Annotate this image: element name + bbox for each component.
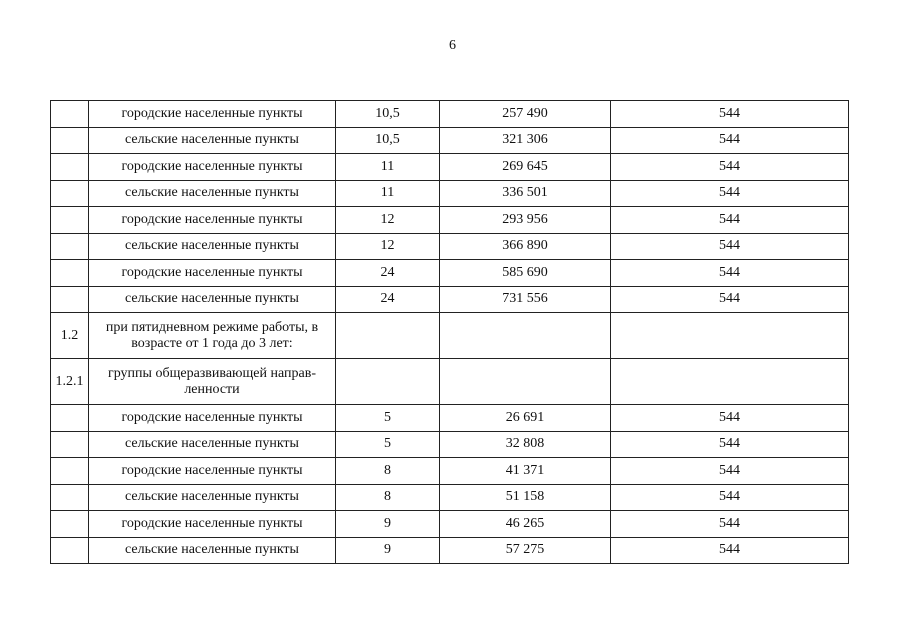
row-cost: 366 890 bbox=[440, 233, 611, 260]
row-hours: 24 bbox=[336, 286, 440, 313]
row-cost: 269 645 bbox=[440, 154, 611, 181]
row-name: сельские населенные пункты bbox=[89, 286, 336, 313]
row-code: 544 bbox=[611, 260, 849, 287]
table-row bbox=[51, 154, 849, 181]
row-name: городские населенные пункты bbox=[89, 405, 336, 432]
row-hours: 11 bbox=[336, 154, 440, 181]
row-hours: 10,5 bbox=[336, 101, 440, 128]
row-hours: 12 bbox=[336, 233, 440, 260]
row-cost bbox=[440, 359, 611, 405]
row-name: сельские населенные пункты bbox=[89, 180, 336, 207]
row-cost: 32 808 bbox=[440, 431, 611, 458]
table-row bbox=[51, 127, 849, 154]
row-code: 544 bbox=[611, 458, 849, 485]
table-row bbox=[51, 431, 849, 458]
row-cost bbox=[440, 313, 611, 359]
row-hours: 11 bbox=[336, 180, 440, 207]
row-hours bbox=[336, 359, 440, 405]
row-name: городские населенные пункты bbox=[89, 101, 336, 128]
table-row bbox=[51, 180, 849, 207]
row-code: 544 bbox=[611, 180, 849, 207]
row-cost: 41 371 bbox=[440, 458, 611, 485]
row-name: сельские населенные пункты bbox=[89, 127, 336, 154]
row-cost: 57 275 bbox=[440, 537, 611, 564]
row-cost: 46 265 bbox=[440, 511, 611, 538]
row-name: сельские населенные пункты bbox=[89, 233, 336, 260]
table-row bbox=[51, 511, 849, 538]
row-number bbox=[51, 101, 89, 128]
row-number bbox=[51, 458, 89, 485]
row-cost: 257 490 bbox=[440, 101, 611, 128]
row-code: 544 bbox=[611, 431, 849, 458]
row-name: сельские населенные пункты bbox=[89, 431, 336, 458]
row-number bbox=[51, 431, 89, 458]
row-name: группы общеразвивающей направ-ленности bbox=[89, 359, 336, 405]
row-name: городские населенные пункты bbox=[89, 458, 336, 485]
row-hours: 9 bbox=[336, 537, 440, 564]
row-code: 544 bbox=[611, 154, 849, 181]
row-hours: 12 bbox=[336, 207, 440, 234]
row-number bbox=[51, 207, 89, 234]
row-cost: 293 956 bbox=[440, 207, 611, 234]
row-code: 544 bbox=[611, 207, 849, 234]
table-row-section bbox=[51, 359, 849, 405]
row-code: 544 bbox=[611, 286, 849, 313]
row-cost: 26 691 bbox=[440, 405, 611, 432]
row-code: 544 bbox=[611, 101, 849, 128]
table-row bbox=[51, 233, 849, 260]
row-cost: 585 690 bbox=[440, 260, 611, 287]
row-code bbox=[611, 359, 849, 405]
row-number bbox=[51, 260, 89, 287]
table-row bbox=[51, 286, 849, 313]
row-number bbox=[51, 405, 89, 432]
row-number bbox=[51, 286, 89, 313]
page-number: 6 bbox=[449, 38, 456, 53]
row-cost: 731 556 bbox=[440, 286, 611, 313]
row-hours: 5 bbox=[336, 431, 440, 458]
row-name: городские населенные пункты bbox=[89, 154, 336, 181]
table-row bbox=[51, 458, 849, 485]
row-code: 544 bbox=[611, 511, 849, 538]
row-code: 544 bbox=[611, 405, 849, 432]
table-row bbox=[51, 405, 849, 432]
data-table bbox=[50, 100, 849, 564]
row-number bbox=[51, 511, 89, 538]
row-number bbox=[51, 537, 89, 564]
row-number bbox=[51, 484, 89, 511]
row-name: сельские населенные пункты bbox=[89, 537, 336, 564]
row-hours: 8 bbox=[336, 458, 440, 485]
row-hours: 10,5 bbox=[336, 127, 440, 154]
row-code: 544 bbox=[611, 484, 849, 511]
row-cost: 51 158 bbox=[440, 484, 611, 511]
table-row bbox=[51, 537, 849, 564]
table-row-section bbox=[51, 313, 849, 359]
row-hours: 8 bbox=[336, 484, 440, 511]
table-row bbox=[51, 260, 849, 287]
row-code bbox=[611, 313, 849, 359]
row-code: 544 bbox=[611, 537, 849, 564]
row-number: 1.2 bbox=[51, 313, 89, 359]
row-name: при пятидневном режиме работы, в возрасте от 1 года до 3 лет: bbox=[89, 313, 336, 359]
row-cost: 336 501 bbox=[440, 180, 611, 207]
row-name: городские населенные пункты bbox=[89, 207, 336, 234]
row-cost: 321 306 bbox=[440, 127, 611, 154]
row-name: городские населенные пункты bbox=[89, 511, 336, 538]
row-number: 1.2.1 bbox=[51, 359, 89, 405]
row-hours bbox=[336, 313, 440, 359]
row-number bbox=[51, 233, 89, 260]
row-number bbox=[51, 180, 89, 207]
row-number bbox=[51, 154, 89, 181]
row-code: 544 bbox=[611, 233, 849, 260]
table-row bbox=[51, 101, 849, 128]
row-hours: 9 bbox=[336, 511, 440, 538]
table-row bbox=[51, 484, 849, 511]
row-hours: 24 bbox=[336, 260, 440, 287]
row-code: 544 bbox=[611, 127, 849, 154]
row-number bbox=[51, 127, 89, 154]
row-name: городские населенные пункты bbox=[89, 260, 336, 287]
row-name: сельские населенные пункты bbox=[89, 484, 336, 511]
row-hours: 5 bbox=[336, 405, 440, 432]
table-row bbox=[51, 207, 849, 234]
